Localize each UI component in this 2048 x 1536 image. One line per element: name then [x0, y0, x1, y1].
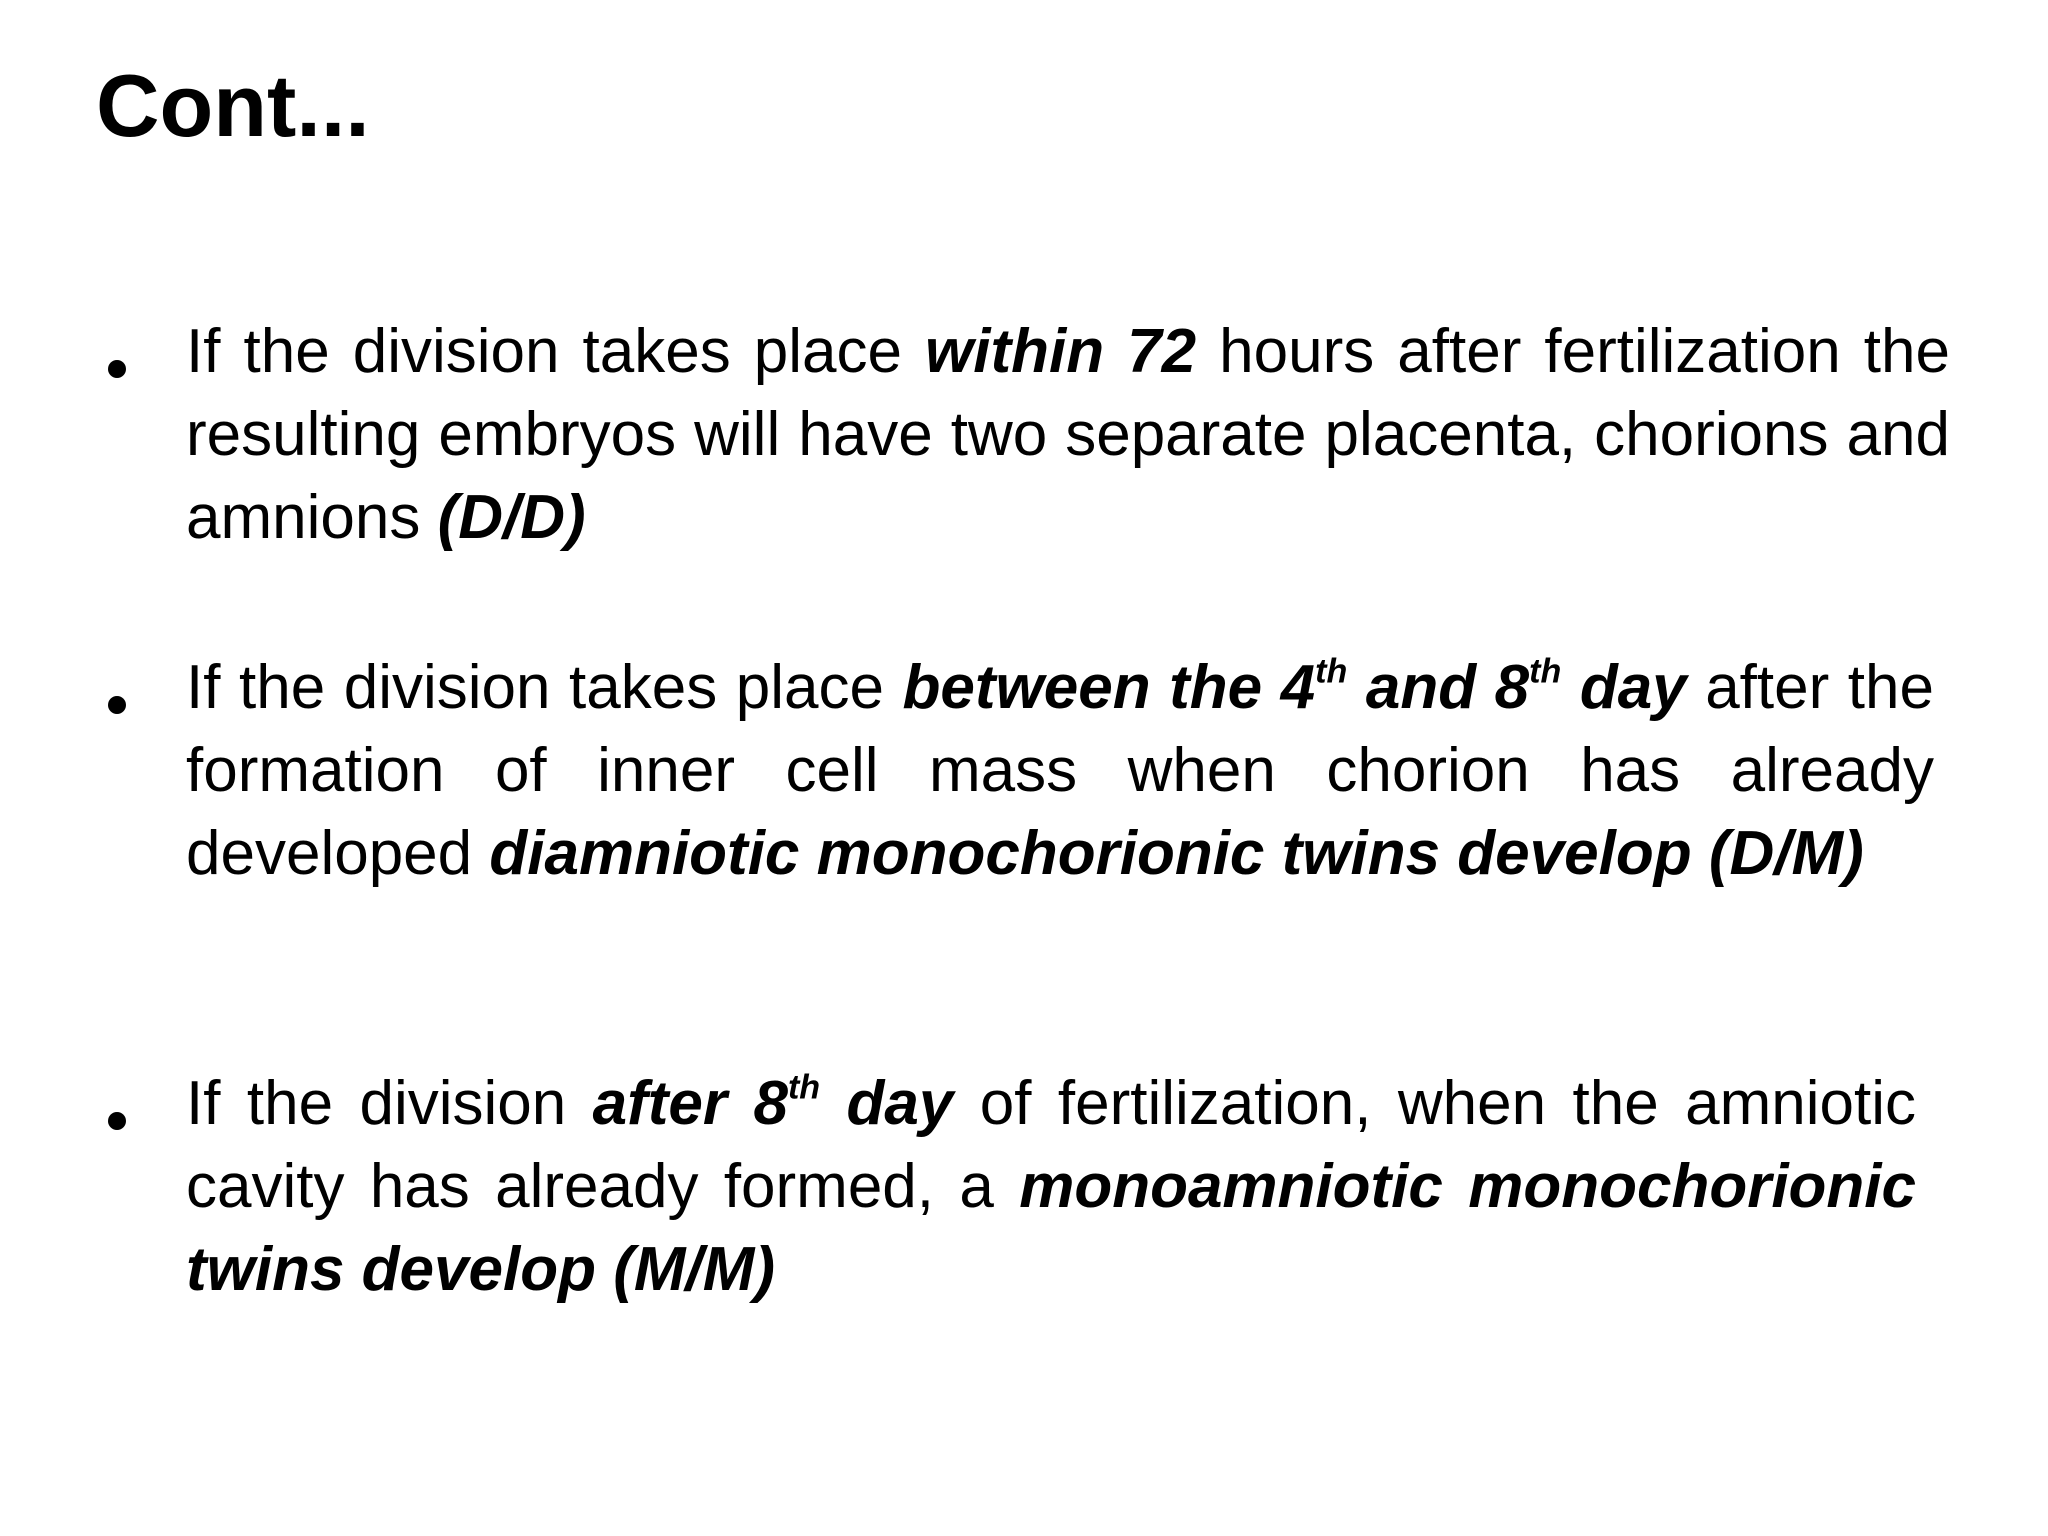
emphasis-mm: monoamniotic monochorionic twins develop (M/M) — [186, 1152, 1916, 1304]
bullet-dot-icon — [108, 360, 126, 378]
bullet-dot-icon — [108, 696, 126, 714]
emphasis-dd: (D/D) — [437, 483, 586, 552]
emphasis-after-8th: after 8th day — [592, 1068, 954, 1138]
emphasis-dm: diamniotic monochorionic twins develop (D/M) — [489, 819, 1864, 888]
bullet-text-1: If the division takes place within 72 hours after fertilization the resulting embryos will have two separate placenta, chorions and amnions (D/D) — [186, 317, 1950, 552]
emphasis-within-72: within 72 — [925, 317, 1197, 386]
slide-title: Cont... — [96, 56, 370, 155]
bullet-dot-icon — [108, 1112, 126, 1130]
bullet-text-3: If the division after 8th day of fertilization, when the amniotic cavity has already formed, a monoamniotic monochorionic twins develop (M/M) — [186, 1068, 1916, 1304]
emphasis-between-4th: between the 4th and 8th day — [902, 652, 1687, 722]
bullet-text-2: If the division takes place between the 4th and 8th day after the formation of inner cell mass when chorion has already developed diamniotic monochorionic twins develop (D/M) — [186, 652, 1934, 888]
